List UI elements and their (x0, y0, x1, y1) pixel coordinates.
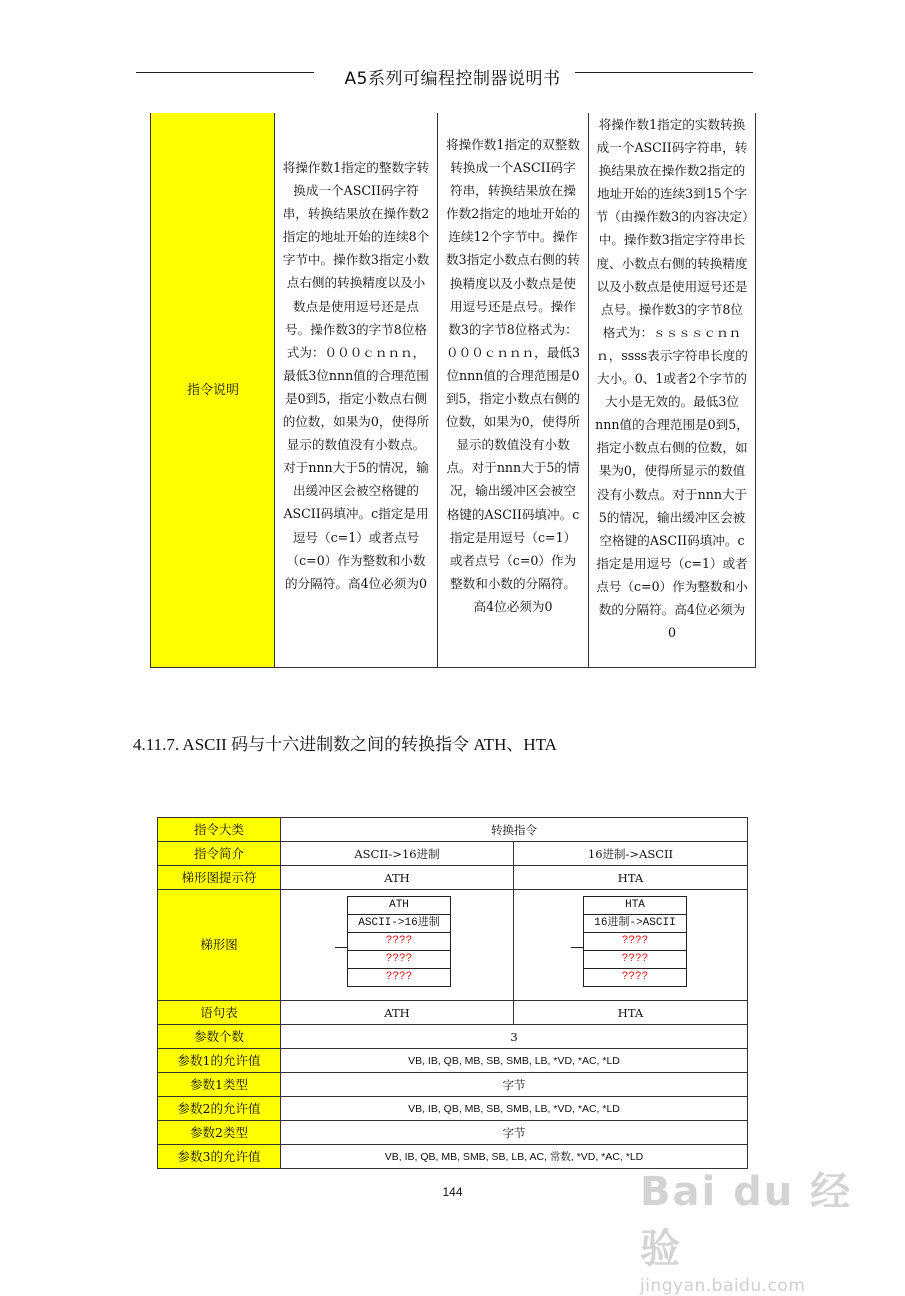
desc-column-double-integer (437, 113, 588, 668)
ladder-param-2: ???? (584, 951, 686, 969)
cell-value: VB, IB, QB, MB, SB, SMB, LB, *VD, *AC, *LD (281, 1097, 748, 1121)
ladder-block-desc: 16进制->ASCII (584, 915, 686, 933)
ladder-param-1: ???? (584, 933, 686, 951)
page-number: 144 (442, 1185, 463, 1199)
ladder-enable-wire (571, 947, 583, 948)
cell-value: VB, IB, QB, MB, SB, SMB, LB, *VD, *AC, *LD (281, 1049, 748, 1073)
cell-hta: HTA (514, 866, 748, 890)
ladder-param-3: ???? (621, 971, 649, 983)
cell-ath: ATH (281, 1001, 514, 1025)
cell-label: 参数1的允许值 (158, 1049, 281, 1073)
cell-label: 参数2类型 (158, 1121, 281, 1145)
cell-label: 指令简介 (158, 842, 281, 866)
ladder-param-2: ???? (348, 951, 450, 969)
table-row (158, 1001, 748, 1025)
table-row (158, 1073, 748, 1097)
table-row (158, 866, 748, 890)
section-heading: 4.11.7. ASCII 码与十六进制数之间的转换指令 ATH、HTA (133, 735, 557, 754)
cell-label: 语句表 (158, 1001, 281, 1025)
table-row (158, 890, 748, 1001)
desc-column-real (588, 113, 756, 668)
cell-hta: 16进制->ASCII (514, 842, 748, 866)
ladder-block-name: HTA (584, 897, 686, 915)
cell-value: 字节 (281, 1073, 748, 1097)
ladder-param-3: ???? (385, 971, 413, 983)
ladder-param-1: ???? (348, 933, 450, 951)
table-row (158, 1097, 748, 1121)
cell-ath: ATH (281, 866, 514, 890)
table-row (158, 1025, 748, 1049)
cell-value: 3 (281, 1025, 748, 1049)
cell-ath: ASCII->16进制 (281, 842, 514, 866)
cell-label: 梯形图提示符 (158, 866, 281, 890)
table-row (158, 1121, 748, 1145)
cell-label: 指令大类 (158, 818, 281, 842)
table-row (158, 818, 748, 842)
watermark-url: jingyan.baidu.com (640, 1276, 806, 1296)
instruction-description-table (150, 113, 756, 668)
table-row (158, 842, 748, 866)
ladder-diagram-hta (514, 890, 747, 1000)
ladder-block-hta (583, 896, 687, 987)
desc-text-real: 将操作数1指定的实数转换成一个ASCII码字符串，转换结果放在操作数2指定的地址开始的连续3到15个字节（由操作数3的内容决定）中。操作数3指定字符串长度、小数点右侧的转换精度以及小数点是使用逗号还是点号。操作数3的字节8位格式为：ｓｓｓｓｃｎｎｎ，ssss表示字符串长度的大小。0、1或者2个字节的大小是无效的。最低3位nnn值的合理范围是0到5，指定小数点右侧的位数，如果为0，使得所显示的数值没有小数点。对于nnn大于5的情况，输出缓冲区会被空格键的ASCII码填冲。c指定是用逗号（c=1）或者点号（c=0）作为整数和小数的分隔符。高4位必须为0 (595, 117, 749, 641)
ladder-block-desc: ASCII->16进制 (348, 915, 450, 933)
watermark-logo: Bai du 经验 (640, 1169, 853, 1272)
cell-label: 参数2的允许值 (158, 1097, 281, 1121)
row-label-instruction-desc: 指令说明 (186, 383, 239, 398)
cell-label: 梯形图 (158, 890, 281, 1001)
ladder-diagram-ath (281, 890, 513, 1000)
page-header-title: A5系列可编程控制器说明书 (344, 69, 561, 89)
desc-column-integer (274, 113, 437, 668)
ladder-block-name: ATH (348, 897, 450, 915)
desc-text-integer: 将操作数1指定的整数字转换成一个ASCII码字符串，转换结果放在操作数2指定的地址开始的连续8个字节中。操作数3指定小数点右侧的转换精度以及小数点是使用逗号还是点号。操作数3的字节8位格式为：０００ｃｎｎｎ，最低3位nnn值的合理范围是0到5，指定小数点右侧的位数，如果为0，使得所显示的数值没有小数点。对于nnn大于5的情况，输出缓冲区会被空格键的ASCII码填冲。c指定是用逗号（c=1）或者点号（c=0）作为整数和小数的分隔符。高4位必须为0 (282, 160, 430, 591)
cell-label: 参数3的允许值 (158, 1145, 281, 1169)
header-rule-right (575, 72, 753, 73)
cell-hta: HTA (514, 1001, 748, 1025)
cell-value: VB, IB, QB, MB, SMB, SB, LB, AC, 常数, *VD, *AC, *LD (281, 1145, 748, 1169)
cell-hta-ladder (514, 890, 748, 1001)
table-row (158, 1049, 748, 1073)
label-column (150, 113, 274, 668)
baidu-jingyan-watermark (640, 1160, 880, 1296)
cell-value: 字节 (281, 1121, 748, 1145)
desc-text-double-integer: 将操作数1指定的双整数转换成一个ASCII码字符串，转换结果放在操作数2指定的地址开始的连续12个字节中。操作数3指定小数点右侧的转换精度以及小数点是使用逗号还是点号。操作数3的字节8位格式为：０００ｃｎｎｎ，最低3位nnn值的合理范围是0到5，指定小数点右侧的位数，如果为0，使得所显示的数值没有小数点。对于nnn大于5的情况，输出缓冲区会被空格键的ASCII码填冲。c指定是用逗号（c=1）或者点号（c=0）作为整数和小数的分隔符。高4位必须为0 (446, 137, 580, 614)
ladder-block-ath (347, 896, 451, 987)
cell-ath-ladder (281, 890, 514, 1001)
cell-value: 转换指令 (281, 818, 748, 842)
cell-label: 参数1类型 (158, 1073, 281, 1097)
cell-label: 参数个数 (158, 1025, 281, 1049)
ath-hta-spec-table (157, 817, 748, 1169)
ladder-enable-wire (335, 947, 347, 948)
